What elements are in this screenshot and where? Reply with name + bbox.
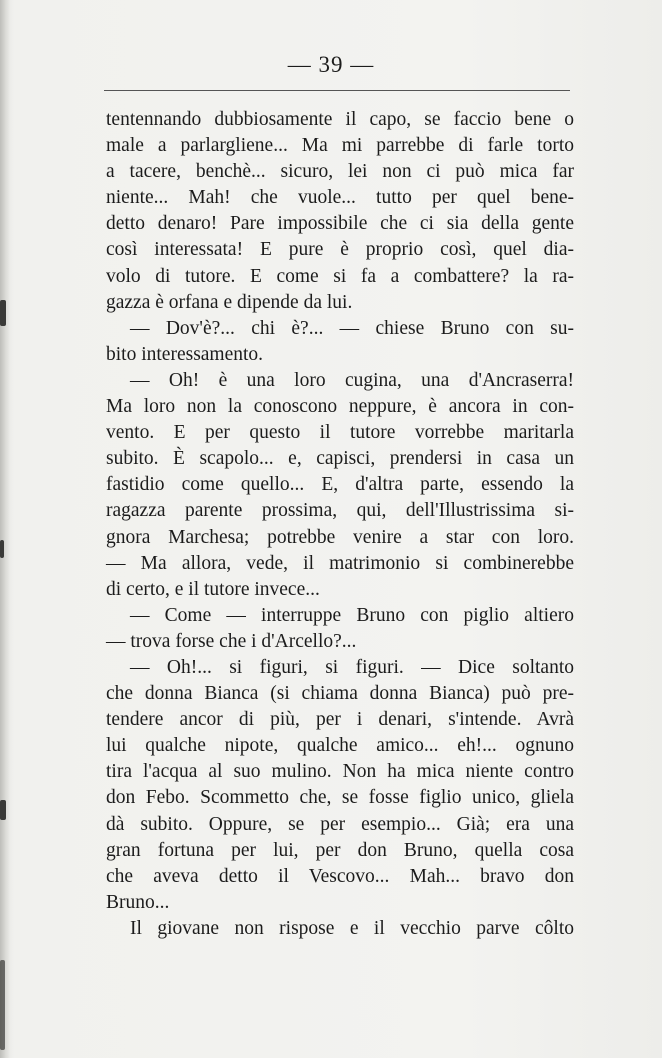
binding-mark: [0, 540, 4, 558]
text-line: volo di tutore. E come si fa a combattere? la ra-: [106, 265, 574, 287]
text-line: — Dov'è?... chi è?... — chiese Bruno con su-: [130, 317, 574, 339]
text-line: a tacere, benchè... sicuro, lei non ci può mica far: [106, 161, 574, 183]
text-line: Ma loro non la conoscono neppure, è ancora in con-: [106, 396, 574, 418]
text-line: vento. E per questo il tutore vorrebbe maritarla: [106, 422, 574, 444]
text-line: così interessata! E pure è proprio così, quel dia-: [106, 239, 574, 261]
text-line: lui qualche nipote, qualche amico... eh!... ognuno: [106, 735, 574, 757]
text-line: tira l'acqua al suo mulino. Non ha mica niente contro: [106, 761, 574, 783]
text-line: don Febo. Scommetto che, se fosse figlio unico, gliela: [106, 787, 574, 809]
text-line: gnora Marchesa; potrebbe venire a star con loro.: [106, 526, 574, 548]
text-line: ragazza parente prossima, qui, dell'Illustrissima si-: [106, 500, 574, 522]
text-line: male a parlargliene... Ma mi parrebbe di farle torto: [106, 135, 574, 157]
text-line: — Oh! è una loro cugina, una d'Ancraserra!: [130, 369, 574, 391]
page-number: — 39 —: [287, 52, 375, 77]
header-rule: [104, 90, 570, 91]
page-left-edge: [0, 0, 10, 1058]
text-line: — Ma allora, vede, il matrimonio si combinerebbe: [106, 552, 574, 574]
text-line: — trova forse che i d'Arcello?...: [106, 630, 357, 652]
page-header: [0, 52, 662, 78]
text-line: di certo, e il tutore invece...: [106, 578, 320, 600]
text-line: dà subito. Oppure, se per esempio... Già; era una: [106, 813, 574, 835]
binding-mark: [0, 300, 6, 326]
text-line: Bruno...: [106, 891, 170, 913]
text-line: tentennando dubbiosamente il capo, se faccio bene o: [106, 109, 574, 130]
text-line: fastidio come quello... E, d'altra parte, essendo la: [106, 474, 574, 496]
text-line: — Oh!... si figuri, si figuri. — Dice soltanto: [130, 656, 574, 678]
binding-mark: [0, 960, 5, 1050]
text-line: tendere ancor di più, per i denari, s'intende. Avrà: [106, 709, 574, 731]
text-line: che aveva detto il Vescovo... Mah... bravo don: [106, 865, 574, 887]
text-line: detto denaro! Pare impossibile che ci sia della gente: [106, 213, 574, 235]
body-text: [106, 107, 574, 942]
text-line: niente... Mah! che vuole... tutto per quel bene-: [106, 187, 574, 209]
text-line: — Come — interruppe Bruno con piglio altiero: [130, 604, 574, 626]
text-line: gazza è orfana e dipende da lui.: [106, 291, 353, 313]
text-line: Il giovane non rispose e il vecchio parve côlto: [130, 917, 574, 939]
text-line: che donna Bianca (si chiama donna Bianca) può pre-: [106, 683, 574, 705]
binding-mark: [0, 800, 6, 820]
text-line: gran fortuna per lui, per don Bruno, quella cosa: [106, 839, 574, 861]
text-line: bito interessamento.: [106, 343, 264, 365]
text-line: subito. È scapolo... e, capisci, prendersi in casa un: [106, 448, 574, 470]
